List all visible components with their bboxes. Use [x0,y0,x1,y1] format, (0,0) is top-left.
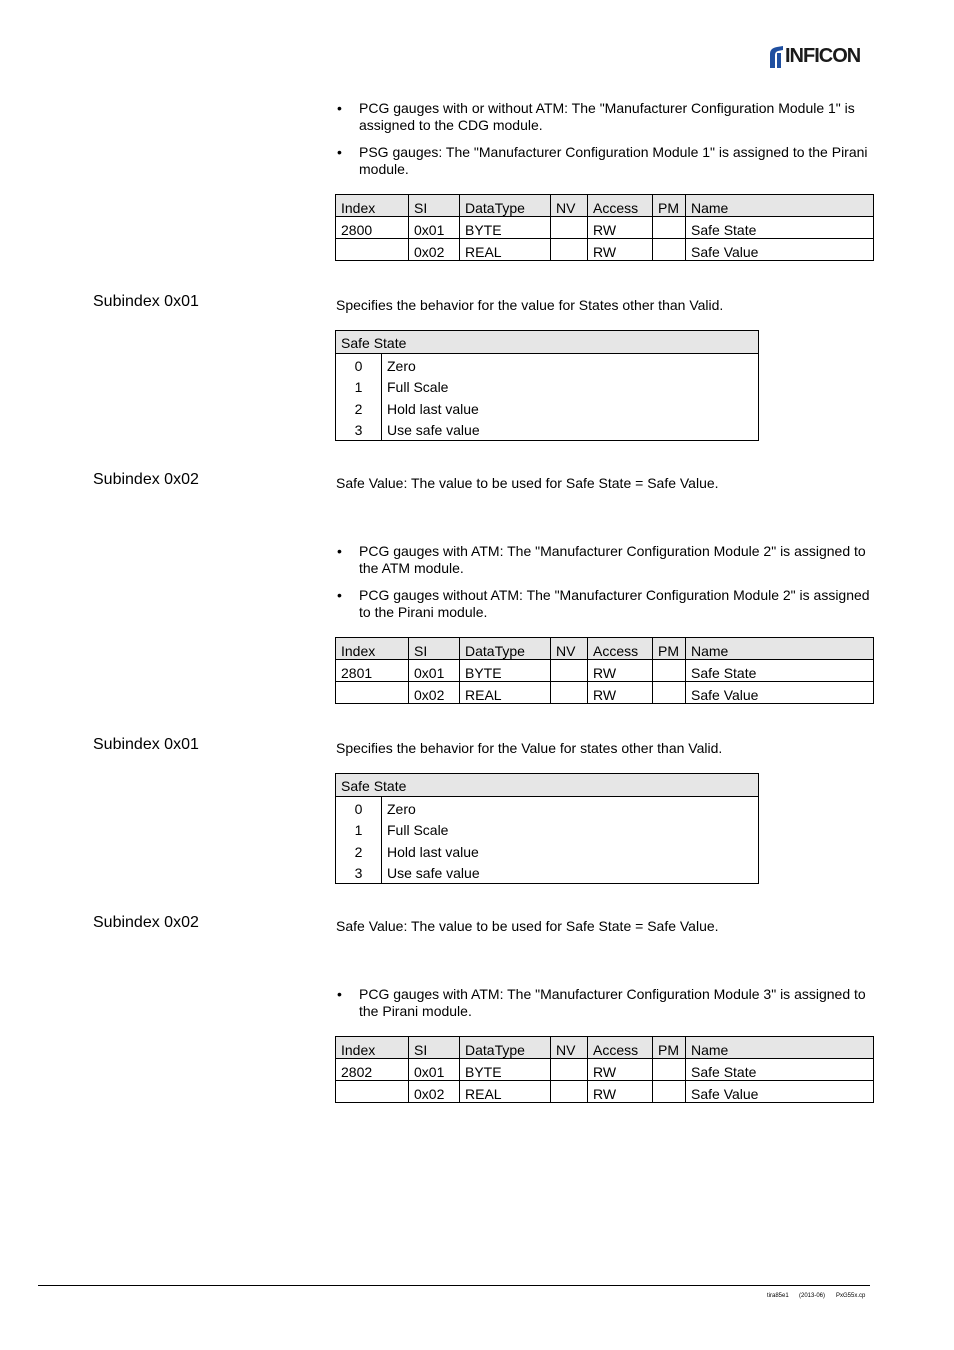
register-table-2801 [335,637,874,704]
brand-name: INFICON [785,45,861,67]
inficon-mark-icon [768,46,784,68]
list-item: • PCG gauges with ATM: The "Manufacturer Configuration Module 3" is assigned to the Pirani module. [337,986,866,1019]
table-row: 2800 0x01 BYTE RW Safe State [336,217,874,239]
bullet-list-2 [336,543,876,631]
register-table-2802 [335,1036,874,1103]
footer-file: PxG55x.cp [836,1293,866,1299]
footer-divider [38,1285,870,1286]
table-row: 0x02 REAL RW Safe Value [336,682,874,704]
subindex-description: Safe Value: The value to be used for Safe State = Safe Value. [336,918,719,934]
list-item: • PCG gauges without ATM: The "Manufacturer Configuration Module 2" is assigned to the Pirani module. [337,587,870,620]
list-item: • PSG gauges: The "Manufacturer Configuration Module 1" is assigned to the Pirani module. [337,144,868,177]
subindex-description: Safe Value: The value to be used for Safe State = Safe Value. [336,475,719,491]
safe-state-row: 0 Zero [354,358,416,374]
safe-state-header: Safe State [336,774,758,797]
table-header-row: Index SI DataType NV Access PM Name [336,1037,874,1059]
subindex-description: Specifies the behavior for the value for States other than Valid. [336,297,724,313]
safe-state-row: 3 Use safe value [354,864,480,881]
table-row: 2801 0x01 BYTE RW Safe State [336,660,874,682]
subindex-label: Subindex 0x01 [93,736,199,753]
safe-state-header: Safe State [336,331,758,354]
safe-state-row: 0 Zero [354,801,416,817]
safe-state-row: 3 Use safe value [354,421,480,438]
subindex-label: Subindex 0x02 [93,471,199,488]
bullet-list-1 [336,100,876,188]
list-item: • PCG gauges with ATM: The "Manufacturer Configuration Module 2" is assigned to the ATM module. [337,543,866,576]
subindex-label: Subindex 0x01 [93,293,199,310]
register-table-2800 [335,194,874,261]
subindex-description: Specifies the behavior for the Value for states other than Valid. [336,740,723,756]
list-item: • PCG gauges with or without ATM: The "Manufacturer Configuration Module 1" is assigned to the CDG module. [337,100,855,133]
subindex-label: Subindex 0x02 [93,914,199,931]
table-row: 2802 0x01 BYTE RW Safe State [336,1059,874,1081]
inficon-logo [768,44,872,70]
safe-state-table [335,330,759,441]
footer-date: (2013-06) [799,1293,826,1299]
safe-state-row: 1 Full Scale [354,379,449,396]
table-header-row: Index SI DataType NV Access PM Name [336,638,874,660]
table-row: 0x02 REAL RW Safe Value [336,239,874,261]
safe-state-row: 2 Hold last value [354,400,479,417]
safe-state-row: 2 Hold last value [354,843,479,860]
bullet-list-3 [336,986,876,1030]
safe-state-table [335,773,759,884]
footer-doc-id: tira85e1 [767,1293,789,1299]
table-header-row: Index SI DataType NV Access PM Name [336,195,874,217]
safe-state-row: 1 Full Scale [354,822,449,839]
table-row: 0x02 REAL RW Safe Value [336,1081,874,1103]
